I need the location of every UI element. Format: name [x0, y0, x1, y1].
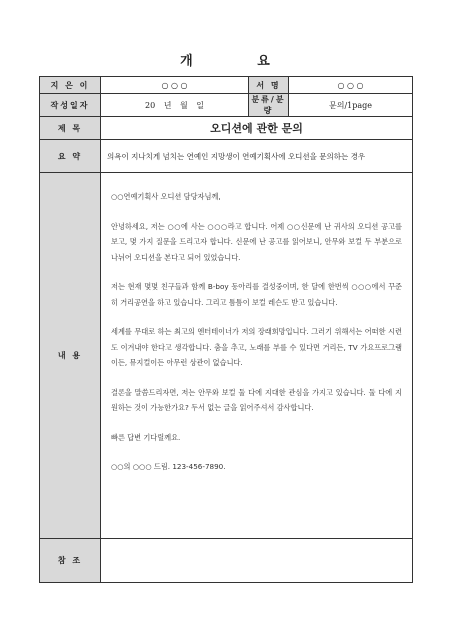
overview-form-table — [39, 76, 413, 583]
author-label: 지 은 이 — [40, 77, 101, 94]
content-label: 내 용 — [40, 173, 101, 539]
subject-label: 제 목 — [40, 117, 101, 140]
content-row — [40, 173, 413, 539]
content-paragraph: 빠른 답변 기다릴께요. — [111, 432, 181, 442]
content-paragraph: ○○의 ○○○ 드림. 123-456-7890. — [111, 462, 226, 471]
date-label: 작성일자 — [40, 94, 101, 117]
summary-label: 요 약 — [40, 140, 101, 173]
reference-label: 참 조 — [40, 539, 101, 583]
document-title: 개 요 — [180, 54, 300, 69]
reference-row — [40, 539, 413, 583]
category-label: 분류/분량 — [249, 94, 289, 117]
content-paragraph: 안녕하세요, 저는 ○○에 사는 ○○○라고 합니다. 어제 ○○신문에 난 귀사의 오디션 공고를 보고, 몇 가지 질문을 드리고자 합니다. 신문에 난 공고를 읽어보니, 안무와 보컬 두 부분으로 나뉘어 오디션을 본다고 되어 있었습니다. — [111, 221, 402, 262]
author-value: ○ ○ ○ — [101, 77, 249, 94]
date-value: 20 년 월 일 — [101, 94, 249, 117]
content-paragraph: 저는 현재 몇몇 친구들과 함께 B-boy 동아리를 결성중이며, 한 달에 한번씩 ○○○에서 꾸준히 거리공연을 하고 있습니다. 그리고 틈틈이 보컬 레슨도 받고 있습니다. — [111, 282, 402, 307]
content-paragraph: 세계를 무대로 하는 최고의 엔터테이너가 저의 장래희망입니다. 그러기 위해서는 어떠한 시련도 이겨내야 한다고 생각합니다. 춤을 추고, 노래를 부를 수 있다면 거리든, TV 가요프로그램이든, 뮤지컬이든 아무런 상관이 없습니다. — [111, 327, 402, 367]
signature-label: 서 명 — [249, 77, 289, 94]
reference-value — [101, 539, 413, 583]
summary-row — [40, 140, 413, 173]
content-paragraph: 결론을 말씀드리자면, 저는 안무와 보컬 둘 다에 지대한 관심을 가지고 있습니다. 둘 다에 지원하는 것이 가능한가요? 두서 없는 글을 읽어주셔서 감사합니다. — [111, 387, 402, 412]
content-body — [101, 173, 413, 539]
subject-row — [40, 117, 413, 140]
signature-value: ○ ○ ○ — [289, 77, 413, 94]
author-row — [40, 77, 413, 94]
subject-value: 오디션에 관한 문의 — [101, 117, 413, 140]
category-value: 문의/1page — [289, 94, 413, 117]
summary-value: 의욕이 지나치게 넘치는 연예인 지망생이 연예기획사에 오디션을 문의하는 경우 — [101, 140, 413, 173]
content-paragraph: ○○연예기획사 오디션 담당자님께, — [111, 192, 221, 201]
date-row — [40, 94, 413, 117]
